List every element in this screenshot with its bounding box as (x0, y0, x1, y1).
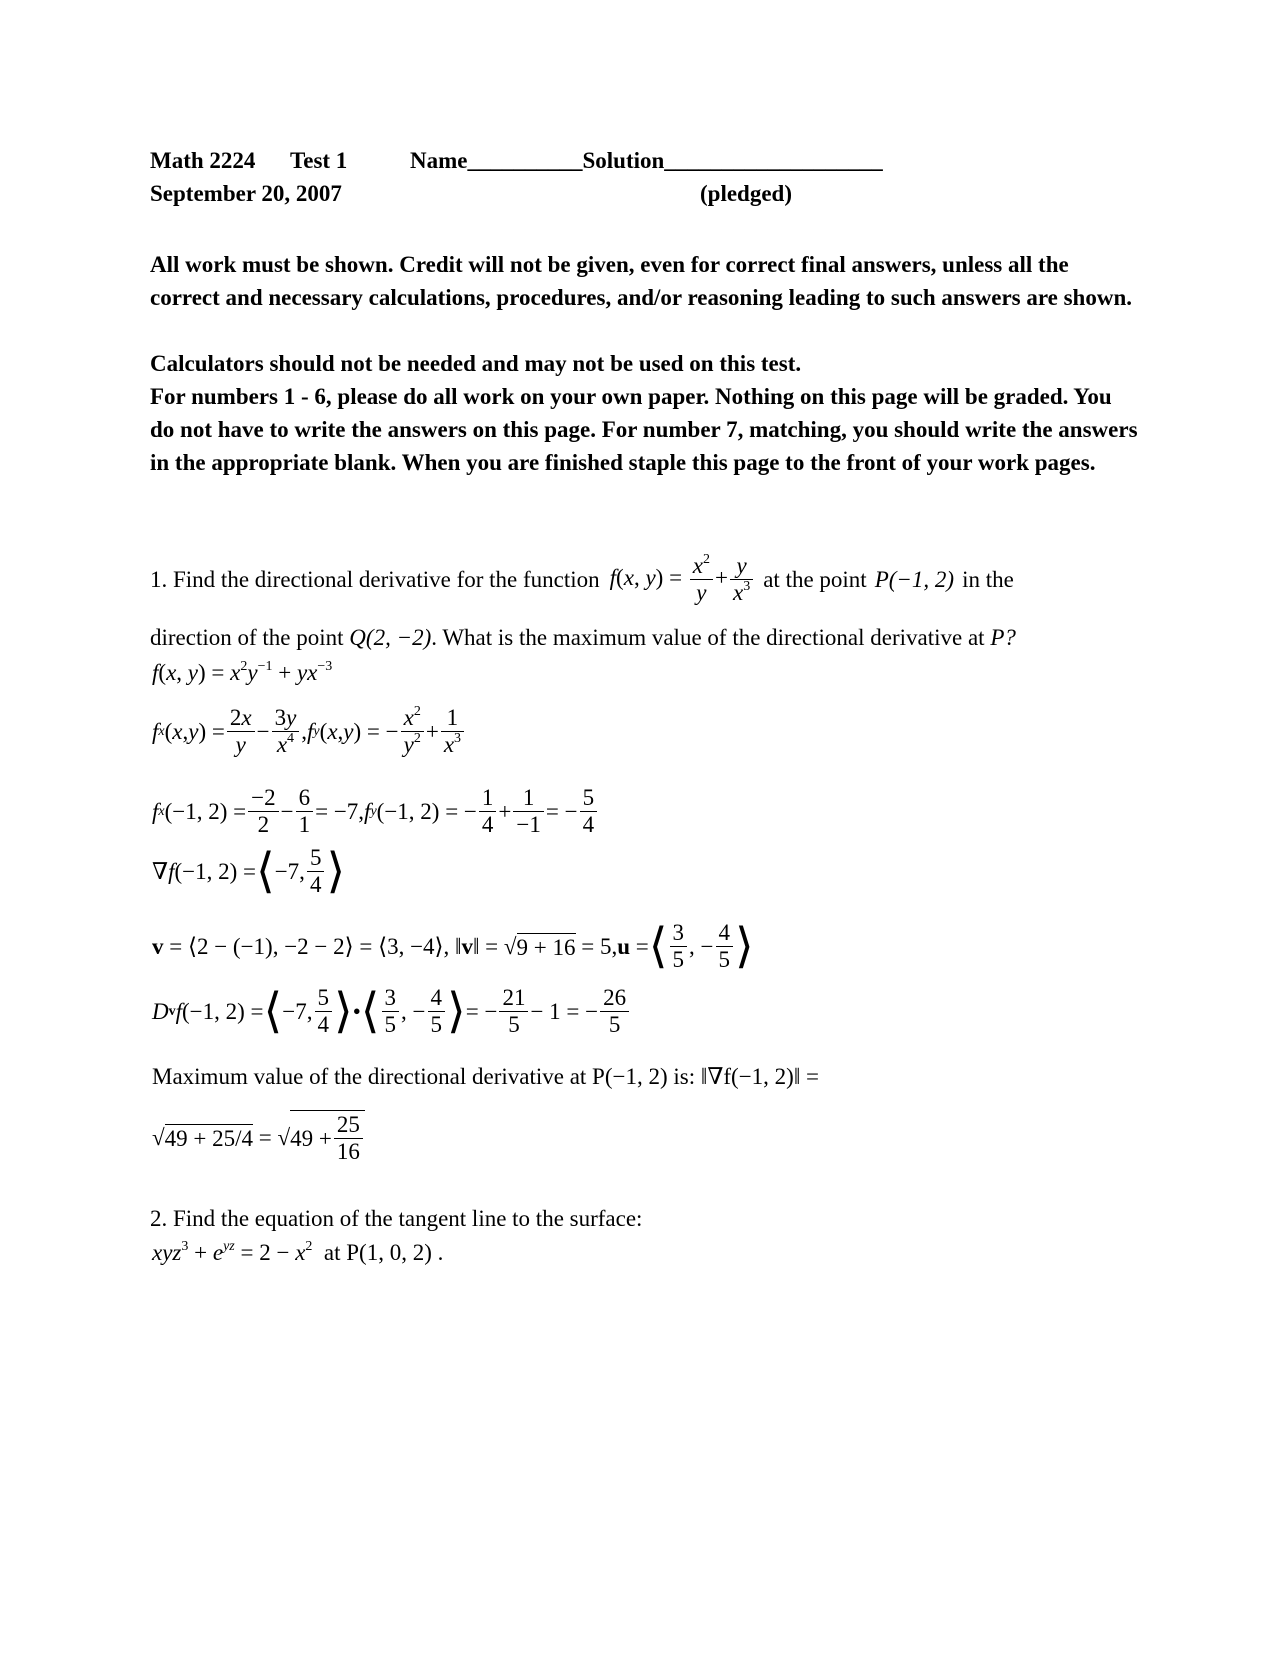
problem-2-point: at P(1, 0, 2) . (323, 1240, 444, 1265)
problem-2-statement: 2. Find the equation of the tangent line to the surface: (150, 1206, 643, 1231)
problem-2-surface: $xyz^3 + e^{yz} = 2 - x^2$ at P(1, 0, 2) . (152, 1239, 444, 1265)
point-p: P(−1, 2) (874, 566, 955, 592)
problem-1-point-ref: P? (990, 625, 1016, 650)
exam-date: September 20, 2007 (150, 181, 342, 206)
problem-1-tail: in the (962, 566, 1014, 592)
rewrite-line: f(x, $y) = x^2y^{-1} + yx^{-3}$ (152, 659, 333, 685)
point-q: Q(2, −2) (349, 625, 432, 650)
problem-1-line-2 (150, 625, 1016, 651)
instructions-procedure: For numbers 1 - 6, please do all work on your own paper. Nothing on this page will be graded. You do not have to write the answers on this page. For number 7, matching, you should write the answers in the appropriate blank. When you are finished staple this page to the front of your work pages. (150, 384, 1138, 475)
function-definition: f(x, y) = $\frac{x^2}{y}$ + $\frac{y}{x^3}$ (610, 553, 756, 607)
gradient-line: ∇ f (−1, 2) = ⟨ −7, $\frac{5}{4}$ ⟩ (152, 844, 346, 898)
problem-1-direction-text: direction of the point (150, 625, 344, 650)
problem-1-question: . What is the maximum value of the directional derivative at (431, 625, 985, 650)
instructions-calculators: Calculators should not be needed and may not be used on this test. (150, 351, 802, 376)
course-label: Math 2224 (150, 148, 256, 173)
maximum-value-text: Maximum value of the directional derivative at P(−1, 2) is: ‖∇f(−1, 2)‖ = (152, 1064, 819, 1089)
name-line: Name__________Solution___________________ (410, 148, 883, 173)
problem-1-lead: 1. Find the directional derivative for the function (150, 566, 600, 592)
problem-1-mid: at the point (763, 566, 867, 592)
partial-derivatives: f x ( x , y ) = $\frac{2x}{y}$ − $\frac{3y}{x^4}$ , f y ( x , y ) = − $\frac{x^2}{y^2}$ + $\frac{1}{x^3}$ (152, 705, 466, 759)
test-label: Test 1 (290, 148, 348, 173)
directional-derivative-line: D v f (−1, 2) = ⟨ −7, $\frac{5}{4}$ ⟩ • ⟨ $\frac{3}{5}$ , − $\frac{4}{5}$ ⟩ = − $\frac{21}{5}$ − 1 = − $\frac{26}{5}$ (152, 985, 631, 1039)
instructions-work: All work must be shown. Credit will not be given, even for correct final answers, unless all the correct and necessary calculations, procedures, and/or reasoning leading to such answers are shown. (150, 252, 1132, 310)
pledged-label: (pledged) (700, 181, 792, 206)
problem-1-statement (150, 553, 1014, 607)
partials-at-point: f x (−1, 2) = $\frac{-2}{2}$ − $\frac{6}{1}$ = −7, f y (−1, 2) = − $\frac{1}{4}$ + $\frac{1}{-1}$ = − $\frac{5}{4}$ (152, 785, 599, 839)
maximum-value-expression: √ 49 + 25/4 = √ 49 + $\frac{25}{16}$ (152, 1110, 365, 1166)
direction-vector-line: v = ⟨2 − (−1), −2 − 2⟩ = ⟨3, −4⟩, ‖ v ‖ = √ 9 + 16 = 5, u = ⟨ $\frac{3}{5}$ , − $\frac{4}{5}$ ⟩ (152, 919, 754, 973)
